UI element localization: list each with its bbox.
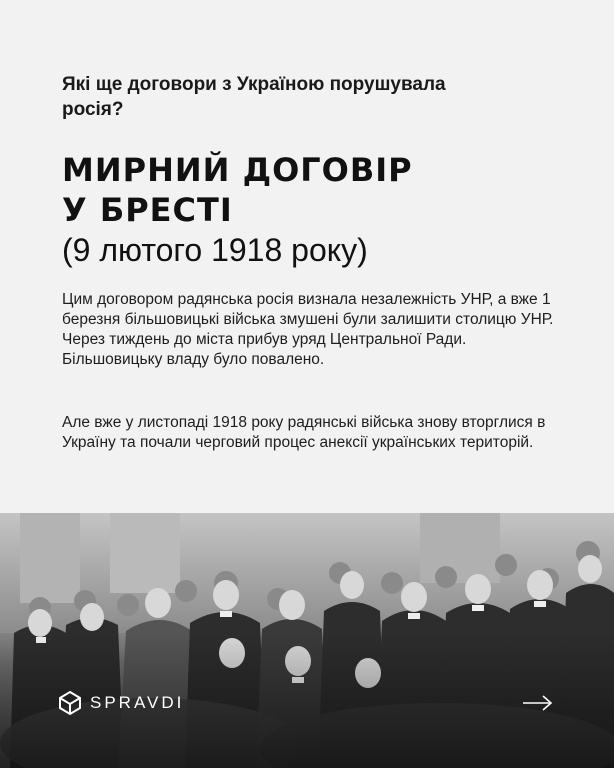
spravdi-logo-icon [58,690,82,716]
title-line-1: МИРНИЙ ДОГОВІР [62,151,413,189]
title-line-2: У БРЕСТІ [62,191,233,229]
photo-crowd-illustration [0,513,614,768]
title-date: (9 лютого 1918 року) [62,232,368,268]
page-title [62,150,542,230]
header-question: Які ще договори з Україною порушувала росія? [62,74,446,120]
arrow-right-icon[interactable] [522,694,554,712]
historical-photo [0,513,614,768]
body-paragraph-2: Але вже у листопаді 1918 року радянські війська знову вторглися в Україну та почали черговий процес анексії українських територій. [62,414,546,451]
brand-logo[interactable] [58,690,184,716]
brand-name: SPRAVDI [90,693,185,712]
body-paragraph-1: Цим договором радянська росія визнала незалежність УНР, а вже 1 березня більшовицькі війська змушені були залишити столицю УНР. Через тиждень до міста прибув уряд Центральної Ради. Більшовицьку владу було повалено. [62,291,554,368]
